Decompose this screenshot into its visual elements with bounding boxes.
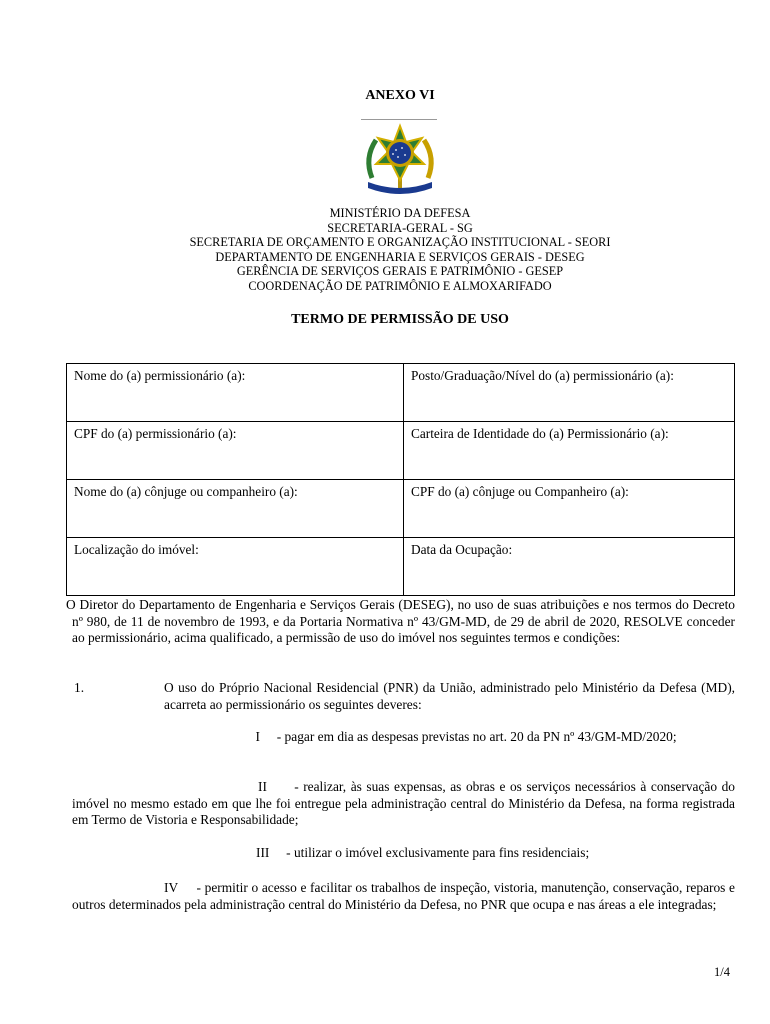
- field-data-ocupacao[interactable]: Data da Ocupação:: [404, 538, 735, 596]
- header-line: COORDENAÇÃO DE PATRIMÔNIO E ALMOXARIFADO: [248, 278, 552, 293]
- institution-header: [0, 206, 770, 294]
- header-line: GERÊNCIA DE SERVIÇOS GERAIS E PATRIMÔNIO - GESEP: [236, 264, 564, 279]
- header-line: DEPARTAMENTO DE ENGENHARIA E SERVIÇOS GERAIS - DESEG: [215, 249, 585, 264]
- header-line: MINISTÉRIO DA DEFESA: [329, 206, 471, 220]
- table-row: [67, 538, 735, 596]
- annex-title: ANEXO VI: [365, 88, 435, 103]
- field-permissionario-name[interactable]: Nome do (a) permissionário (a):: [67, 364, 404, 422]
- title-rule: [361, 119, 437, 120]
- table-row: [67, 480, 735, 538]
- item-text: - realizar, às suas expensas, as obras e os serviços necessários à conservação do imóvel no mesmo estado em que lhe foi entregue pela administração central do Ministério da Defesa, na forma registrada em Termo de Vistoria e Responsabilidade;: [72, 779, 735, 828]
- page-number: 1/4: [714, 965, 730, 979]
- roman-numeral: IV: [164, 880, 179, 895]
- field-conjuge-name[interactable]: Nome do (a) cônjuge ou companheiro (a):: [67, 480, 404, 538]
- roman-numeral: I: [255, 729, 260, 744]
- clause-number: 1.: [74, 680, 85, 695]
- roman-numeral: II: [258, 779, 267, 794]
- list-item: [256, 845, 735, 862]
- list-item: [72, 880, 735, 913]
- roman-numeral: III: [256, 845, 270, 860]
- field-carteira-identidade[interactable]: Carteira de Identidade do (a) Permissionário (a):: [404, 422, 735, 480]
- item-text: - pagar em dia as despesas previstas no art. 20 da PN nº 43/GM-MD/2020;: [276, 729, 677, 744]
- brasao-da-republica-icon: [358, 122, 442, 194]
- field-cpf-permissionario[interactable]: CPF do (a) permissionário (a):: [67, 422, 404, 480]
- field-posto-graduacao[interactable]: Posto/Graduação/Nível do (a) permissionário (a):: [404, 364, 735, 422]
- permission-form-table: [66, 363, 735, 596]
- header-line: SECRETARIA DE ORÇAMENTO E ORGANIZAÇÃO INSTITUCIONAL - SEORI: [189, 235, 611, 250]
- header-line: SECRETARIA-GERAL - SG: [327, 220, 473, 235]
- field-localizacao-imovel[interactable]: Localização do imóvel:: [67, 538, 404, 596]
- field-cpf-conjuge[interactable]: CPF do (a) cônjuge ou Companheiro (a):: [404, 480, 735, 538]
- list-item: [164, 729, 735, 746]
- item-text: - utilizar o imóvel exclusivamente para fins residenciais;: [286, 845, 590, 860]
- document-title: TERMO DE PERMISSÃO DE USO: [291, 312, 509, 327]
- list-item: [72, 779, 735, 829]
- table-row: [67, 364, 735, 422]
- clause-1-text: O uso do Próprio Nacional Residencial (PNR) da União, administrado pelo Ministério da Defesa (MD), acarreta ao permissionário os seguintes deveres:: [164, 680, 735, 712]
- table-row: [67, 422, 735, 480]
- item-text: - permitir o acesso e facilitar os trabalhos de inspeção, vistoria, manutenção, conservação, reparos e outros determinados pela administração central do Ministério da Defesa, no PNR que ocupa e nas áreas a ele integradas;: [72, 880, 735, 912]
- intro-paragraph: O Diretor do Departamento de Engenharia e Serviços Gerais (DESEG), no uso de suas atribuições e nos termos do Decreto nº 980, de 11 de novembro de 1993, e da Portaria Normativa nº 43/GM-MD, de 29 de abril de 2020, RESOLVE conceder ao permissionário, acima qualificado, a permissão de uso do imóvel nos seguintes termos e condições:: [66, 597, 735, 646]
